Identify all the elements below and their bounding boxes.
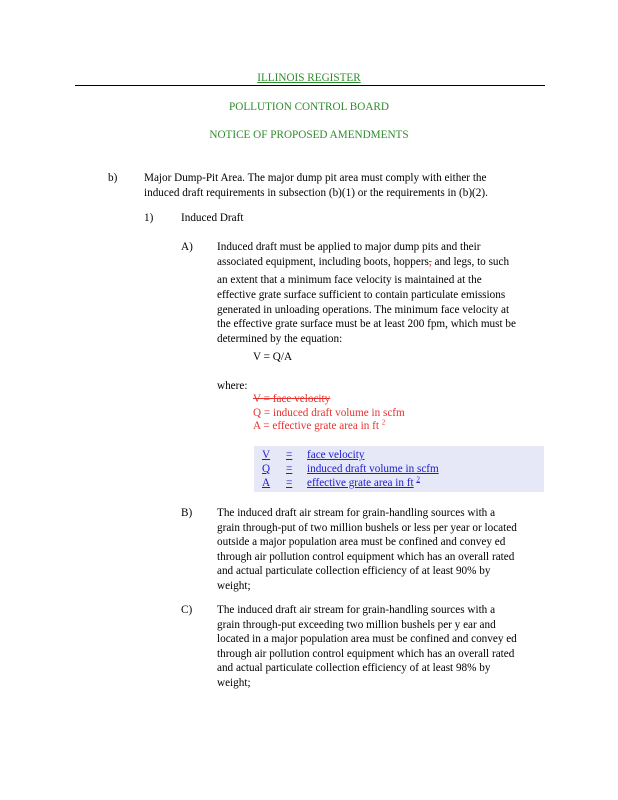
item-a-label: A) [181, 241, 193, 253]
item-a-line: an extent that a minimum face velocity is maintained at the [217, 274, 482, 287]
item-c-text [217, 603, 517, 691]
item-c-label: C) [181, 604, 193, 616]
item-b-line: The induced draft air stream for grain-handling sources with a [217, 507, 496, 519]
register-title: ILLINOIS REGISTER [257, 72, 361, 84]
item-c-line: and actual particulate collection efficiency of at least 98% by [217, 662, 491, 675]
item-1-title: Induced Draft [181, 212, 244, 224]
item-a-line: effective grate surface sufficient to contain particulate emissions [217, 289, 506, 302]
equation: V = Q/A [253, 351, 293, 363]
item-a-line: determined by the equation: [217, 332, 343, 345]
item-a-line: generated in unloading operations. The minimum face velocity at [217, 303, 510, 316]
item-c-line: The induced draft air stream for grain-handling sources with a [217, 604, 496, 616]
item-a-line: Induced draft must be applied to major dump pits and their [217, 241, 481, 253]
deleted-comma: , [428, 255, 432, 268]
item-b-line: weight; [217, 579, 251, 592]
where-label: where: [217, 380, 248, 392]
item-b-label: B) [181, 507, 193, 519]
item-b-line: grain through-put of two million bushels or less per year or located [217, 521, 517, 534]
item-b-line: through air pollution control equipment which has an overall rated [217, 550, 515, 563]
item-a-text [217, 240, 516, 346]
def-desc: effective grate area in ft $^2$ [307, 475, 420, 489]
item-1-label: 1) [144, 212, 154, 224]
red-definition: Q = induced draft volume in scfm [253, 406, 405, 419]
item-c-line: grain through-put exceeding two million bushels per y ear and [217, 618, 496, 631]
section-b-text [144, 171, 488, 200]
red-definition: A = effective grate area in ft $^2$ [253, 418, 386, 432]
def-eq: = [286, 449, 293, 461]
def-desc: face velocity [307, 449, 365, 461]
notice-title: NOTICE OF PROPOSED AMENDMENTS [209, 129, 409, 141]
section-b-line: induced draft requirements in subsection (b)(1) or the requirements in (b)(2). [144, 186, 488, 199]
item-c-line: through air pollution control equipment which has an overall rated [217, 647, 515, 660]
item-b-line: outside a major population area must be confined and convey ed [217, 536, 506, 549]
def-eq: = [286, 477, 293, 489]
deleted-definitions [253, 393, 405, 434]
section-b-label: b) [108, 172, 118, 184]
item-c-line: located in a major population area must be confined and convey ed [217, 633, 517, 646]
item-b-text [217, 506, 517, 594]
def-eq: = [286, 463, 293, 475]
inserted-definitions-table [254, 446, 544, 492]
board-title: POLLUTION CONTROL BOARD [229, 101, 389, 113]
def-var: Q [262, 463, 271, 475]
struck-definition: V = face velocity [253, 393, 331, 405]
def-var: V [262, 449, 271, 461]
item-b-line: and actual particulate collection efficiency of at least 90% by [217, 565, 491, 578]
section-b-line: Major Dump-Pit Area. The major dump pit area must comply with either the [144, 172, 487, 184]
def-var: A [262, 477, 271, 489]
header-rule [75, 85, 545, 86]
item-a-line: the effective grate surface must be at least 200 fpm, which must be [217, 318, 516, 331]
def-desc: induced draft volume in scfm [307, 463, 439, 475]
item-a-line-2: associated equipment, including boots, hoppers, and legs, to such [217, 255, 510, 268]
item-c-line: weight; [217, 676, 251, 689]
